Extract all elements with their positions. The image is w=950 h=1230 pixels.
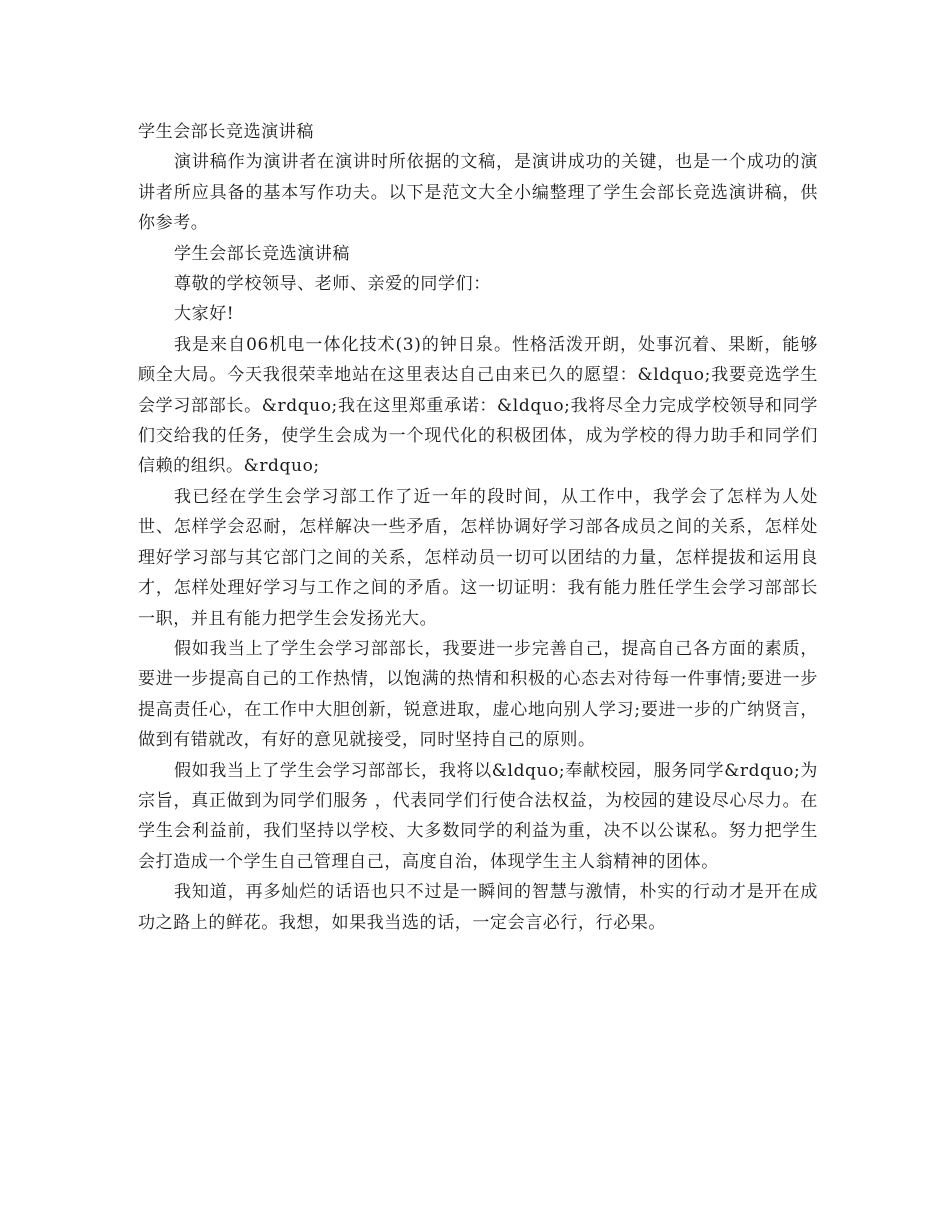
document-body xyxy=(138,117,818,938)
self-improvement-paragraph: 假如我当上了学生会学习部部长，我要进一步完善自己，提高自己各方面的素质，要进一步提高自己的工作热情，以饱满的热情和积极的心态去对待每一件事情;要进一步提高责任心，在工作中大胆创新，锐意进取，虚心地向别人学习;要进一步的广纳贤言，做到有错就改，有好的意见就接受，同时坚持自己的原则。 xyxy=(138,638,818,751)
intro-paragraph: 演讲稿作为演讲者在演讲时所依据的文稿，是演讲成功的关键，也是一个成功的演讲者所应具备的基本写作功夫。以下是范文大全小编整理了学生会部长竞选演讲稿，供你参考。 xyxy=(138,152,818,234)
salutation: 尊敬的学校领导、老师、亲爱的同学们： xyxy=(174,274,491,295)
service-paragraph: 假如我当上了学生会学习部部长，我将以&ldquo;奉献校园，服务同学&rdquo;为宗旨，真正做到为同学们服务 ，代表同学们行使合法权益，为校园的建设尽心尽力。在学生会利益前，我们坚持以学校、大多数同学的利益为重，决不以公谋私。努力把学生会打造成一个学生自己管理自己，高度自治，体现学生主人翁精神的团体。 xyxy=(138,760,818,872)
speech-heading: 学生会部长竞选演讲稿 xyxy=(174,243,350,264)
document-title: 学生会部长竞选演讲稿 xyxy=(138,122,314,142)
greeting: 大家好! xyxy=(174,304,235,325)
closing-paragraph: 我知道，再多灿烂的话语也只不过是一瞬间的智慧与激情，朴实的行动才是开在成功之路上的鲜花。我想，如果我当选的话，一定会言必行，行必果。 xyxy=(138,882,818,933)
experience-paragraph: 我已经在学生会学习部工作了近一年的段时间，从工作中，我学会了怎样为人处世、怎样学会忍耐，怎样解决一些矛盾，怎样协调好学习部各成员之间的关系，怎样处理好学习部与其它部门之间的关系，怎样动员一切可以团结的力量，怎样提拔和运用良才，怎样处理好学习与工作之间的矛盾。这一切证明：我有能力胜任学生会学习部部长一职，并且有能力把学生会发扬光大。 xyxy=(138,486,818,629)
self-introduction-paragraph: 我是来自06机电一体化技术(3)的钟日泉。性格活泼开朗，处事沉着、果断，能够顾全大局。今天我很荣幸地站在这里表达自己由来已久的愿望：&ldquo;我要竞选学生会学习部部长。&rdquo;我在这里郑重承诺：&ldquo;我将尽全力完成学校领导和同学们交给我的任务，使学生会成为一个现代化的积极团体，成为学校的得力助手和同学们信赖的组织。&rdquo; xyxy=(138,334,818,477)
